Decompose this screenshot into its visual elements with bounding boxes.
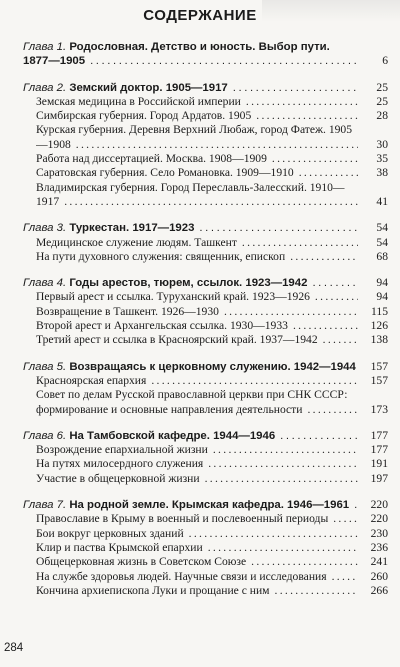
section-page-number: 68	[358, 250, 388, 264]
section-page-number: 230	[358, 527, 388, 541]
section-page-number: 138	[358, 333, 388, 347]
chapter-block	[23, 429, 388, 486]
section-title: Клир и паства Крымской епархии	[36, 540, 203, 554]
section-entry	[23, 166, 388, 180]
section-page-number: 191	[358, 457, 388, 471]
section-title: Участие в общецерковной жизни	[36, 471, 200, 485]
section-page-number: 94	[358, 290, 388, 304]
section-title: Курская губерния. Деревня Верхний Любаж, город Фатеж. 1905—1908	[36, 123, 353, 151]
chapter-heading	[23, 40, 388, 69]
section-title: Второй арест и Архангельская ссылка. 1930—1933	[36, 319, 288, 333]
section-entry	[23, 512, 388, 526]
section-entry	[23, 333, 388, 347]
section-entry	[23, 305, 388, 319]
section-entry	[23, 527, 388, 541]
section-entry	[23, 95, 388, 109]
section-title: На службе здоровья людей. Научные связи и исследования	[36, 569, 327, 583]
section-page-number: 115	[358, 305, 388, 319]
chapter-block	[23, 221, 388, 264]
section-title: Кончина архиепископа Луки и прощание с ним	[36, 583, 270, 597]
section-page-number: 38	[358, 166, 388, 180]
section-entry	[23, 443, 388, 457]
chapter-title: Родословная. Детство и юность. Выбор пути. 1877—1905	[23, 41, 330, 68]
chapter-number: Глава 6.	[23, 429, 67, 442]
section-entry	[23, 388, 388, 417]
section-title: Общецерковная жизнь в Советском Союзе	[36, 555, 247, 569]
chapter-number: Глава 4.	[23, 277, 67, 290]
chapter-number: Глава 7.	[23, 499, 67, 512]
section-title: Земская медицина в Российской империи	[36, 94, 241, 108]
section-entry	[23, 250, 388, 264]
section-title: Первый арест и ссылка. Туруханский край. 1923—1926	[36, 290, 310, 304]
section-entry	[23, 570, 388, 584]
section-title: Работа над диссертацией. Москва. 1908—1909	[36, 152, 267, 166]
chapter-heading	[23, 81, 388, 95]
section-page-number: 28	[358, 109, 388, 123]
section-title: Возвращение в Ташкент. 1926—1930	[36, 304, 219, 318]
section-title: Красноярская епархия	[36, 373, 147, 387]
section-title: Медицинское служение людям. Ташкент	[36, 235, 237, 249]
chapter-heading	[23, 360, 388, 374]
section-entry	[23, 472, 388, 486]
chapter-heading	[23, 221, 388, 235]
section-page-number: 220	[358, 512, 388, 526]
section-entry	[23, 555, 388, 569]
section-page-number: 197	[358, 472, 388, 486]
section-page-number: 241	[358, 555, 388, 569]
section-title: Симбирская губерния. Город Ардатов. 1905	[36, 109, 252, 123]
section-page-number: 35	[358, 152, 388, 166]
section-entry	[23, 123, 388, 152]
section-title: На путях милосердного служения	[36, 457, 204, 471]
section-page-number: 41	[358, 195, 388, 209]
section-title: Православие в Крыму в военный и послевоенный периоды	[36, 512, 329, 526]
chapter-heading	[23, 429, 388, 443]
section-title: Совет по делам Русской православной церкви при СНК СССР: формирование и основные направления деятельности	[36, 388, 348, 416]
section-title: Бои вокруг церковных зданий	[36, 526, 184, 540]
chapter-block	[23, 276, 388, 347]
section-entry	[23, 457, 388, 471]
chapter-heading	[23, 498, 388, 512]
chapter-title: Возвращаясь к церковному служению. 1942—1944	[69, 360, 356, 373]
section-entry	[23, 584, 388, 598]
chapter-block	[23, 40, 388, 69]
chapter-page-number: 157	[358, 360, 388, 374]
section-entry	[23, 236, 388, 250]
section-page-number: 236	[358, 541, 388, 555]
section-entry	[23, 374, 388, 388]
page-number: 284	[4, 642, 24, 654]
section-entry	[23, 319, 388, 333]
chapter-heading	[23, 276, 388, 290]
chapter-title: На Тамбовской кафедре. 1944—1946	[69, 429, 276, 442]
section-entry	[23, 181, 388, 210]
chapter-page-number: 220	[358, 498, 388, 512]
section-title: Саратовская губерния. Село Романовка. 1909—1910	[36, 166, 294, 180]
chapter-title: Туркестан. 1917—1923	[69, 222, 195, 235]
section-page-number: 54	[358, 236, 388, 250]
chapter-block	[23, 498, 388, 598]
chapter-title: Годы арестов, тюрем, ссылок. 1923—1942	[69, 277, 308, 290]
page-title: СОДЕРЖАНИЕ	[143, 7, 257, 24]
section-page-number: 157	[358, 374, 388, 388]
chapter-number: Глава 3.	[23, 222, 67, 235]
chapter-page-number: 25	[358, 81, 388, 95]
section-entry	[23, 109, 388, 123]
chapter-title: На родной земле. Крымская кафедра. 1946—1961	[69, 499, 350, 512]
section-page-number: 30	[358, 138, 388, 152]
chapter-number: Глава 2.	[23, 81, 67, 94]
section-entry	[23, 152, 388, 166]
section-title: Владимирская губерния. Город Переславль-Залесский. 1910—1917	[36, 180, 345, 208]
section-page-number: 177	[358, 443, 388, 457]
section-page-number: 266	[358, 584, 388, 598]
table-of-contents	[23, 40, 388, 610]
section-title: На пути духовного служения: священник, епископ	[36, 249, 286, 263]
section-page-number: 25	[358, 95, 388, 109]
section-title: Третий арест и ссылка в Красноярский край. 1937—1942	[36, 333, 318, 347]
chapter-block	[23, 360, 388, 417]
section-page-number: 126	[358, 319, 388, 333]
section-page-number: 260	[358, 570, 388, 584]
chapter-page-number: 6	[358, 54, 388, 68]
section-entry	[23, 541, 388, 555]
chapter-number: Глава 5.	[23, 360, 67, 373]
section-title: Возрождение епархиальной жизни	[36, 443, 208, 457]
chapter-title: Земский доктор. 1905—1917	[69, 81, 228, 94]
section-page-number: 173	[358, 403, 388, 417]
chapter-page-number: 54	[358, 221, 388, 235]
section-entry	[23, 290, 388, 304]
chapter-page-number: 94	[358, 276, 388, 290]
chapter-page-number: 177	[358, 429, 388, 443]
chapter-number: Глава 1.	[23, 41, 67, 53]
chapter-block	[23, 81, 388, 210]
